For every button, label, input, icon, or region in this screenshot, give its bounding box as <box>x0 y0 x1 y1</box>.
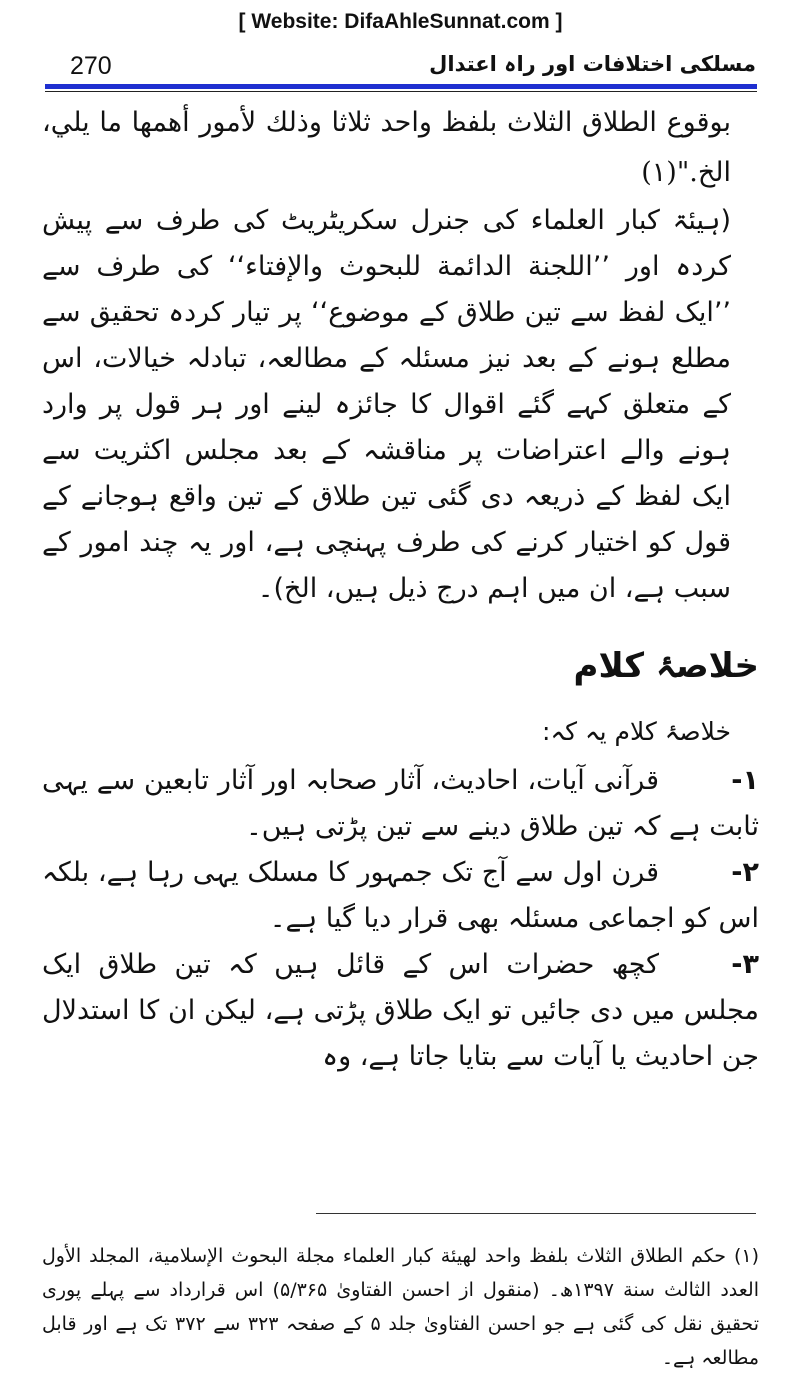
summary-intro: خلاصۂ کلام یہ کہ: <box>542 717 731 746</box>
urdu-translation: (ہیئۃ کبار العلماء کی جنرل سکریٹریٹ کی طرف سے پیش کردہ اور ’’اللجنة الدائمة للبحوث والإفتاء‘‘ کی طرف سے ’’ایک لفظ سے تین طلاق کے موضوع‘‘ پر تیار کردہ تحقیق سے مطلع ہونے کے بعد نیز مسئلہ کے مطالعہ، تبادلہ خیالات، اس کے متعلق کہے گئے اقوال کا جائزہ لینے اور ہر قول پر وارد ہونے والے اعتراضات پر مناقشہ کے بعد مجلس اکثریت سے ایک لفظ کے ذریعہ دی گئی تین طلاق کے تین واقع ہوجانے کے قول کو اختیار کرنے کی طرف پہنچی ہے، اور یہ چند امور کے سبب ہے، ان میں اہم درج ذیل ہیں، الخ)۔ <box>42 205 731 604</box>
footnote-divider <box>316 1213 756 1214</box>
header-rule-black <box>45 91 757 92</box>
main-content <box>0 98 801 1080</box>
list-item <box>42 850 759 942</box>
footnote: (۱) حکم الطلاق الثلاث بلفظ واحد لهيئة كبار العلماء مجلة البحوث الإسلامية، المجلد الأول العدد الثالث سنة ۱۳۹۷ھ۔ (منقول از احسن الفتاویٰ ۵/۳۶۵) اس قرارداد سے پہلے پوری تحقیق نقل کی گئی ہے جو احسن الفتاویٰ جلد ۵ کے صفحہ ۳۲۳ سے ۳۷۲ تک ہے اور قابل مطالعہ ہے۔ <box>42 1245 760 1369</box>
list-item-text: کچھ حضرات اس کے قائل ہیں کہ تین طلاق ایک مجلس میں دی جائیں تو ایک طلاق پڑتی ہے، لیکن ان کا استدلال جن احادیث یا آیات سے بتایا جاتا ہے، وہ <box>42 949 759 1072</box>
list-item-number: ۱- <box>731 765 759 796</box>
list-item <box>42 758 759 850</box>
list-item-text: قرن اول سے آج تک جمہور کا مسلک یہی رہا ہے، بلکہ اس کو اجماعی مسئلہ بھی قرار دیا گیا ہے۔ <box>42 857 759 934</box>
header-rule-blue <box>45 84 757 89</box>
website-banner: [ Website: DifaAhleSunnat.com ] <box>238 10 563 33</box>
list-item-number: ۲- <box>731 857 759 888</box>
list-item-text: قرآنی آیات، احادیث، آثار صحابہ اور آثار تابعین سے یہی ثابت ہے کہ تین طلاق دینے سے تین پڑتی ہیں۔ <box>42 765 759 842</box>
list-item-number: ۳- <box>731 949 759 980</box>
section-heading: خلاصۂ کلام <box>573 646 759 686</box>
arabic-quote: بوقوع الطلاق الثلاث بلفظ واحد ثلاثا وذلك لأمور أهمها ما يلي، الخ."(۱) <box>42 107 731 188</box>
running-title: مسلکی اختلافات اور راہ اعتدال <box>429 52 756 76</box>
list-item <box>42 942 759 1080</box>
page-number: 270 <box>70 52 112 80</box>
